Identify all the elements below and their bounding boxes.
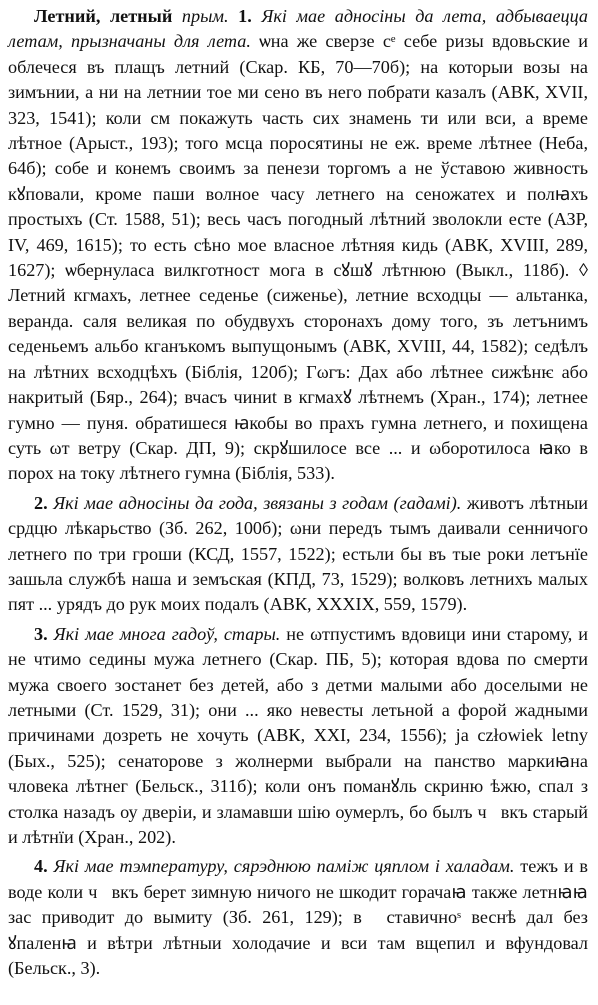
- sense-4-citations: тежъ и в воде коли чⷧвкъ берет зимную ничого не шкодит горачаꙗ также летнꙗꙗ зас приводит до вымиту (Зб. 261, 129); в ꙋставичноˢ веснѣ дал без ꙋпаленꙗ и вѣтри лѣтныи холодачие и вси там вщепил и вфундовал (Бельск., 3).: [8, 856, 589, 979]
- sense-2-definition: Які мае адносіны да года, звязаны з годам (гадамі).: [53, 492, 462, 513]
- sense-2-citations: животъ лѣтныи срдцю лѣкарьство (Зб. 262, 100б); ωни передъ тымъ даивали сенничого летнего по три гроши (КСД, 1557, 1522); естьли бы въ тые роки летънїе зашьла службѣ наша и земъская (КПД, 73, 1529); волковъ летнихъ малых пят ... урядъ до рук моих подалъ (АВК, XXXIX, 559, 1579).: [8, 492, 589, 615]
- sense-2-number: 2.: [34, 492, 48, 513]
- sense-2-paragraph: [8, 491, 588, 618]
- sense-1-definition: Які мае адносіны да лета, адбываецца летам, прызначаны для лета.: [8, 6, 589, 52]
- sense-4-paragraph: [8, 854, 588, 981]
- sense-3-number: 3.: [34, 623, 48, 644]
- sense-4-number: 4.: [34, 856, 48, 877]
- sense-3-paragraph: [8, 622, 588, 851]
- sense-3-definition: Які мае многа гадоў, стары.: [53, 623, 281, 644]
- grammar-label: прым.: [181, 6, 229, 26]
- sense-1-citations: ѡна же сверзе сᵉ себе ризы вдовьские и облечеся въ плащъ летний (Скар. КБ, 70—70б); на которыи возы на зимънии, а ни на летнии тое ми сено въ него побрати казалъ (АВК, XVII, 323, 1541); коли см покажуть часть сих знамень ти или вси, а време лѣтное (Арыст., 193); того мсца поросятины не еж. време лѣтнее (Неба, 64б); собе и конемъ своимъ за пенези торгомъ а не ўставою живность кꙋповали, кроме паши волное часу летнего на сеножатех и полꙗхъ простыхъ (Ст. 1588, 51); весь часъ погодный лѣтний зволокли есте (АЗР, IV, 469, 1615); то есть сѣно мое власное лѣтняя кидь (АВК, XVIII, 289, 1627); ѡбернуласа вилкготност мога в сꙋшꙋ лѣтнюю (Выкл., 118б). ◊ Летний кгмахъ, летнее седенье (сиженье), летние всходцы — альтанка, веранда. саля великая по обудвухъ сторонахъ дому того, зъ летънимъ седеньемъ альбо кганъкомъ выпущонымъ (АВК, XVIII, 44, 1582); седѣлъ на лѣтних всходцѣхъ (Біблія, 120б); Гωгъ: Дах або лѣтнее сижѣнѥ або накритый (Бяр., 264); вчасъ чиниt в кгмахꙋ лѣтнемъ (Хран., 174); летнее гумно — пуня. обратишеся ꙗкобы во прахъ гумна летнего, и похищена суть ωт ветру (Скар. ДП, 9); скрꙋшилосе все ... и ωборотилоса ꙗко в порох на току лѣтнего гумна (Біблія, 533).: [8, 31, 589, 484]
- sense-1-number: 1.: [238, 6, 252, 26]
- sense-1-paragraph: [8, 4, 588, 487]
- sense-3-citations: не ωтпустимъ вдовици ини старому, и не чтимо седины мужа летнего (Скар. ПБ, 5); которая вдова по смерти мужа своего зостанет без детей, або з детми малыми або доселыми не летными (Ст. 1529, 31); они ... яко невесты летьной а форой жадными причинами дозреть не хочуть (АВК, XXI, 234, 1556); ja człowiek letny (Бых., 525); сенаторове з жолнерми выбрали на панство маркиꙗна чловека лѣтнег (Бельск., 311б); коли онъ поманꙋль скриню ѣжю, спал з столка назадъ оу двеpіи, и зламавши шію оумерлъ, бо былъ чⷧвкъ старый и лѣтнїи (Хран., 202).: [8, 623, 589, 847]
- sense-4-definition: Які мае тэмпературу, сярэднюю паміж цяплом і халадам.: [53, 856, 515, 877]
- entry-headword: Летний, летный: [34, 6, 173, 26]
